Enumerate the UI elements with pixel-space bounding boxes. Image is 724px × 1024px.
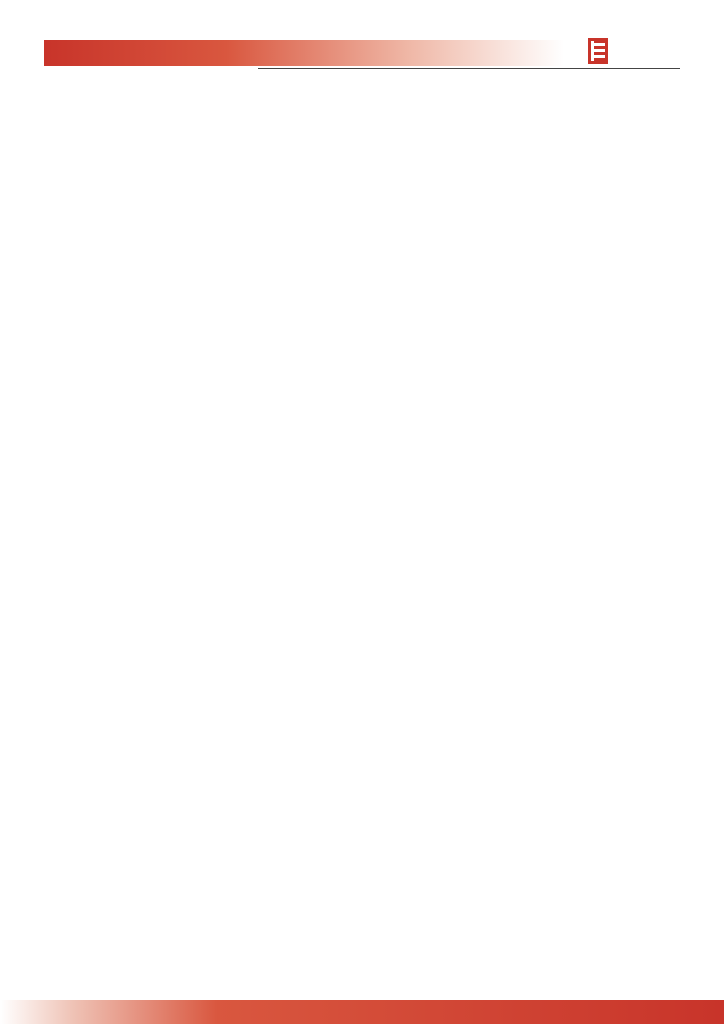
header-band [44,40,564,66]
logo-mark-icon [588,38,608,64]
logo [588,38,688,66]
footer-band [0,1000,724,1024]
header-rule [258,68,680,69]
